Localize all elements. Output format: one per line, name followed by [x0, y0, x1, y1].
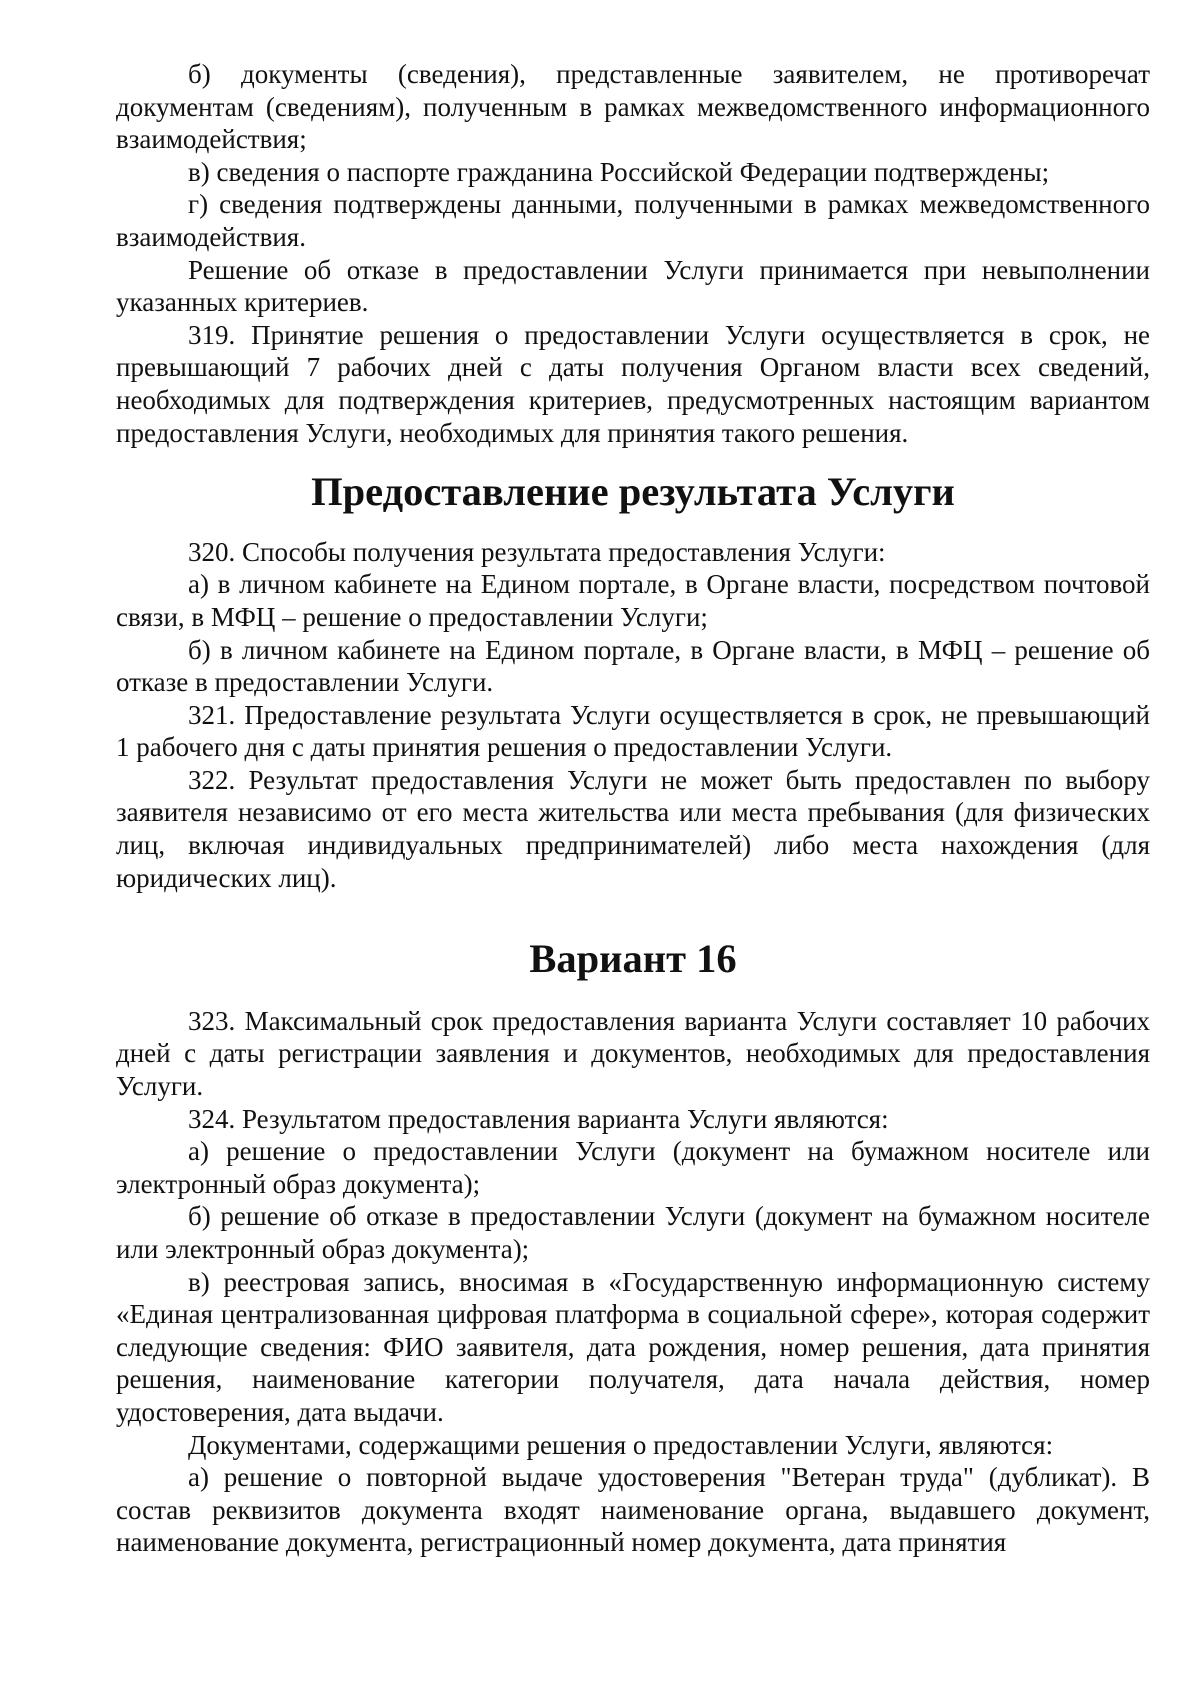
paragraph: а) решение о повторной выдаче удостоверения "Ветеран труда" (дубликат). В состав реквизитов документа входят наименование органа, выдавшего документ, наименование документа, регистрационный номер документа, дата принятия	[116, 1462, 1150, 1558]
paragraph: 322. Результат предоставления Услуги не может быть предоставлен по выбору заявителя независимо от его места жительства или места пребывания (для физических лиц, включая индивидуальных предпринимателей) либо места нахождения (для юридических лиц).	[116, 764, 1150, 893]
paragraph: 321. Предоставление результата Услуги осуществляется в срок, не превышающий 1 рабочего дня с даты принятия решения о предоставлении Услуги.	[116, 699, 1150, 763]
paragraph: 319. Принятие решения о предоставлении Услуги осуществляется в срок, не превышающий 7 рабочих дней с даты получения Органом власти всех сведений, необходимых для подтверждения критериев, предусмотренных настоящим вариантом предоставления Услуги, необходимых для принятия такого решения.	[116, 319, 1150, 448]
paragraph: Решение об отказе в предоставлении Услуги принимается при невыполнении указанных критериев.	[116, 254, 1150, 318]
paragraph: в) реестровая запись, вносимая в «Государственную информационную систему «Единая централизованная цифровая платформа в социальной сфере», которая содержит следующие сведения: ФИО заявителя, дата рождения, номер решения, дата принятия решения, наименование категории получателя, дата начала действия, номер удостоверения, дата выдачи.	[116, 1266, 1150, 1427]
paragraph: б) решение об отказе в предоставлении Услуги (документ на бумажном носителе или электронный образ документа);	[116, 1201, 1150, 1264]
paragraph: а) в личном кабинете на Едином портале, в Органе власти, посредством почтовой связи, в МФЦ – решение о предоставлении Услуги;	[116, 569, 1150, 632]
paragraph: г) сведения подтверждены данными, полученными в рамках межведомственного взаимодействия.	[116, 189, 1150, 252]
paragraph: 320. Способы получения результата предоставления Услуги:	[188, 536, 886, 567]
section-result	[116, 536, 1150, 895]
section-criteria	[116, 58, 1150, 449]
paragraph: а) решение о предоставлении Услуги (документ на бумажном носителе или электронный образ документа);	[116, 1136, 1150, 1199]
paragraph: б) в личном кабинете на Едином портале, в Органе власти, в МФЦ – решение об отказе в предоставлении Услуги.	[116, 634, 1150, 698]
document-page	[116, 58, 1150, 1559]
paragraph: 323. Максимальный срок предоставления варианта Услуги составляет 10 рабочих дней с даты регистрации заявления и документов, необходимых для предоставления Услуги.	[116, 1005, 1150, 1102]
paragraph: б) документы (сведения), представленные заявителем, не противоречат документам (сведениям), полученным в рамках межведомственного информационного взаимодействия;	[116, 59, 1150, 155]
variant-heading: Вариант 16	[529, 936, 737, 982]
paragraph: Документами, содержащими решения о предоставлении Услуги, являются:	[188, 1429, 1054, 1460]
paragraph: в) сведения о паспорте гражданина Российской Федерации подтверждены;	[188, 156, 1050, 187]
section-variant	[116, 1005, 1150, 1559]
paragraph: 324. Результатом предоставления варианта Услуги являются:	[188, 1103, 889, 1134]
section-heading: Предоставление результата Услуги	[311, 469, 955, 515]
